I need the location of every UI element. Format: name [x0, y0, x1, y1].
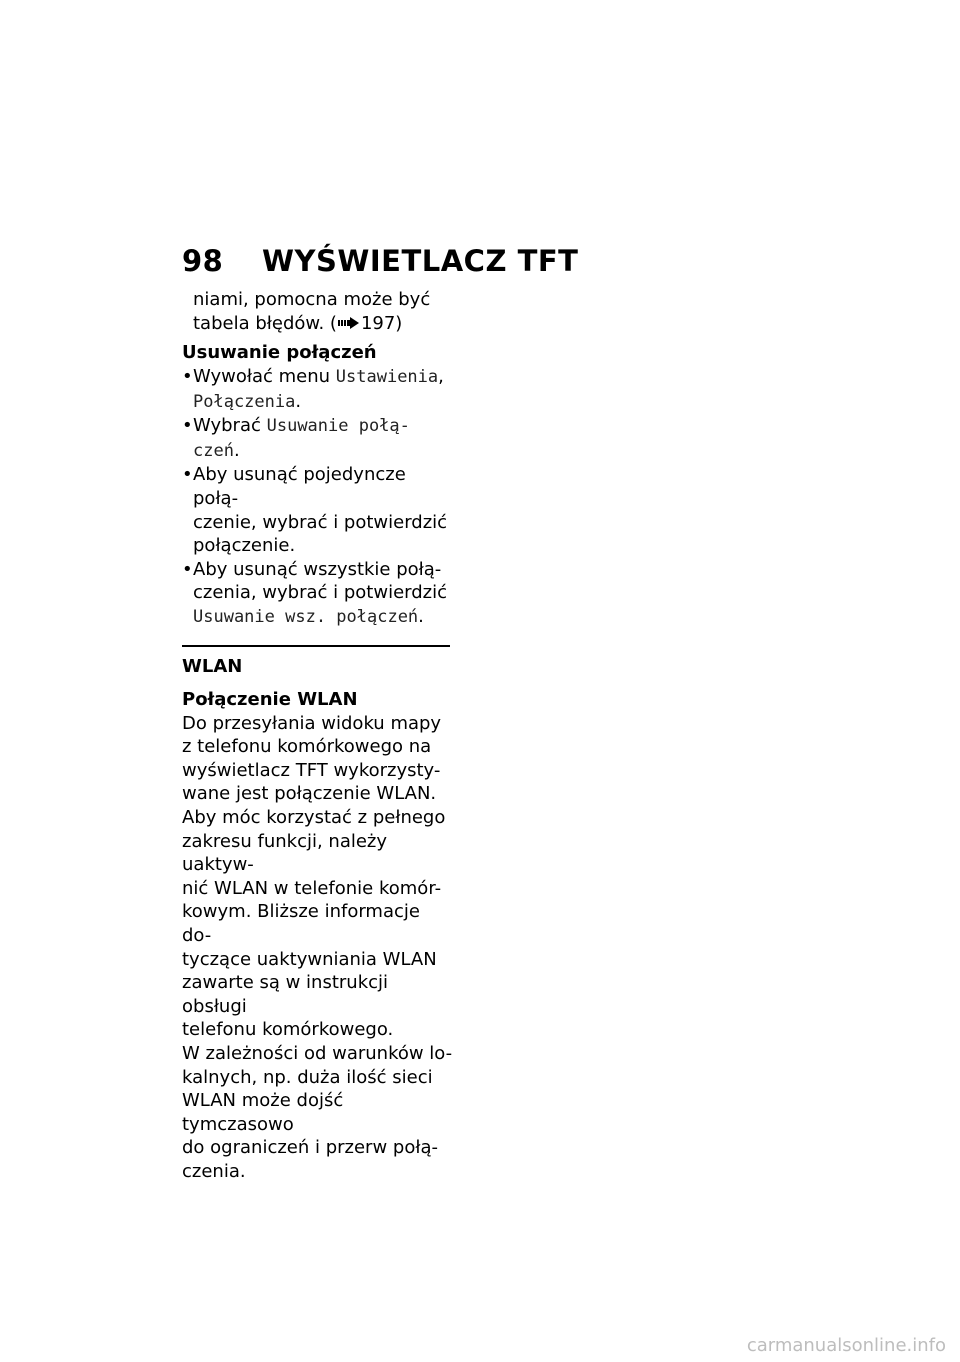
menu-option-usuwanie-cont: czeń — [193, 440, 234, 461]
text-line: Do przesyłania widoku mapy — [182, 712, 442, 734]
text-line: wyświetlacz TFT wykorzysty- — [182, 759, 441, 781]
text-line: kowym. Bliższe informacje do- — [182, 901, 420, 947]
text-line: zakresu funkcji, należy uaktyw- — [182, 830, 388, 876]
text-line: z telefonu komórkowego na — [182, 736, 432, 758]
text-line: wane jest połączenie WLAN. — [182, 783, 437, 805]
wlan-paragraph-2 — [182, 806, 454, 1042]
text-line: zawarte są w instrukcji obsługi — [182, 972, 389, 1017]
wlan-subheading: Połączenie WLAN — [182, 689, 358, 711]
step-line: Aby usunąć pojedyncze połą- — [193, 464, 406, 509]
content-column — [182, 288, 454, 1184]
text-line: do ograniczeń i przerw połą- — [182, 1137, 438, 1159]
bullet-dot-icon: • — [182, 365, 193, 387]
section-divider — [182, 645, 450, 647]
wlan-section-title: WLAN — [182, 655, 243, 677]
intro-line-2 — [182, 312, 454, 336]
text-line: W zależności od warunków lo- — [182, 1043, 453, 1065]
step-punct: , — [438, 365, 444, 387]
step-text: Wywołać menu — [193, 365, 336, 387]
step-punct: . — [295, 390, 302, 412]
step-line: czenia, wybrać i potwierdzić — [193, 582, 448, 604]
remove-connections-heading: Usuwanie połączeń — [182, 342, 377, 364]
step-line: czenie, wybrać i potwierdzić — [193, 511, 448, 533]
menu-path-polaczenia: Połączenia — [193, 391, 296, 412]
menu-path-ustawienia: Ustawienia — [335, 366, 439, 387]
step-punct: . — [418, 605, 424, 627]
intro-line-1: niami, pomocna może być — [193, 289, 431, 310]
text-line: WLAN może dojść tymczasowo — [182, 1090, 344, 1135]
list-item — [182, 365, 454, 414]
step-line: połączenie. — [193, 535, 296, 557]
page-header — [182, 244, 578, 278]
text-line: nić WLAN w telefonie komór- — [182, 877, 442, 899]
wlan-paragraph-3 — [182, 1042, 454, 1184]
text-line: telefonu komórkowego. — [182, 1019, 394, 1041]
text-line: kalnych, np. duża ilość sieci — [182, 1066, 433, 1088]
watermark: carmanualsonline.info — [746, 1335, 946, 1356]
menu-option-usuwanie: Usuwanie połą- — [266, 416, 410, 437]
wlan-paragraph-1 — [182, 712, 454, 806]
step-punct: . — [233, 439, 240, 461]
list-item — [182, 558, 454, 630]
list-item — [182, 414, 454, 463]
bullet-dot-icon: • — [182, 558, 193, 580]
page-ref-number[interactable]: 197 — [360, 312, 396, 334]
step-line: Aby usunąć wszystkie połą- — [193, 558, 442, 580]
arrow-right-icon — [338, 312, 360, 336]
menu-option-usuwanie-wszystkie: Usuwanie wsz. połączeń — [193, 606, 419, 627]
step-text: Wybrać — [193, 415, 267, 437]
intro-line-2-close: ) — [395, 312, 403, 334]
text-line: tyczące uaktywniania WLAN — [182, 948, 437, 970]
text-line: czenia. — [182, 1160, 246, 1182]
bullet-dot-icon: • — [182, 415, 193, 437]
section-title: WYŚWIETLACZ TFT — [262, 244, 579, 278]
intro-line-2-text: tabela błędów. ( — [193, 312, 337, 334]
text-line: Aby móc korzystać z pełnego — [182, 807, 446, 829]
bullet-dot-icon: • — [182, 464, 193, 486]
page-number: 98 — [182, 244, 224, 278]
list-item — [182, 463, 454, 557]
